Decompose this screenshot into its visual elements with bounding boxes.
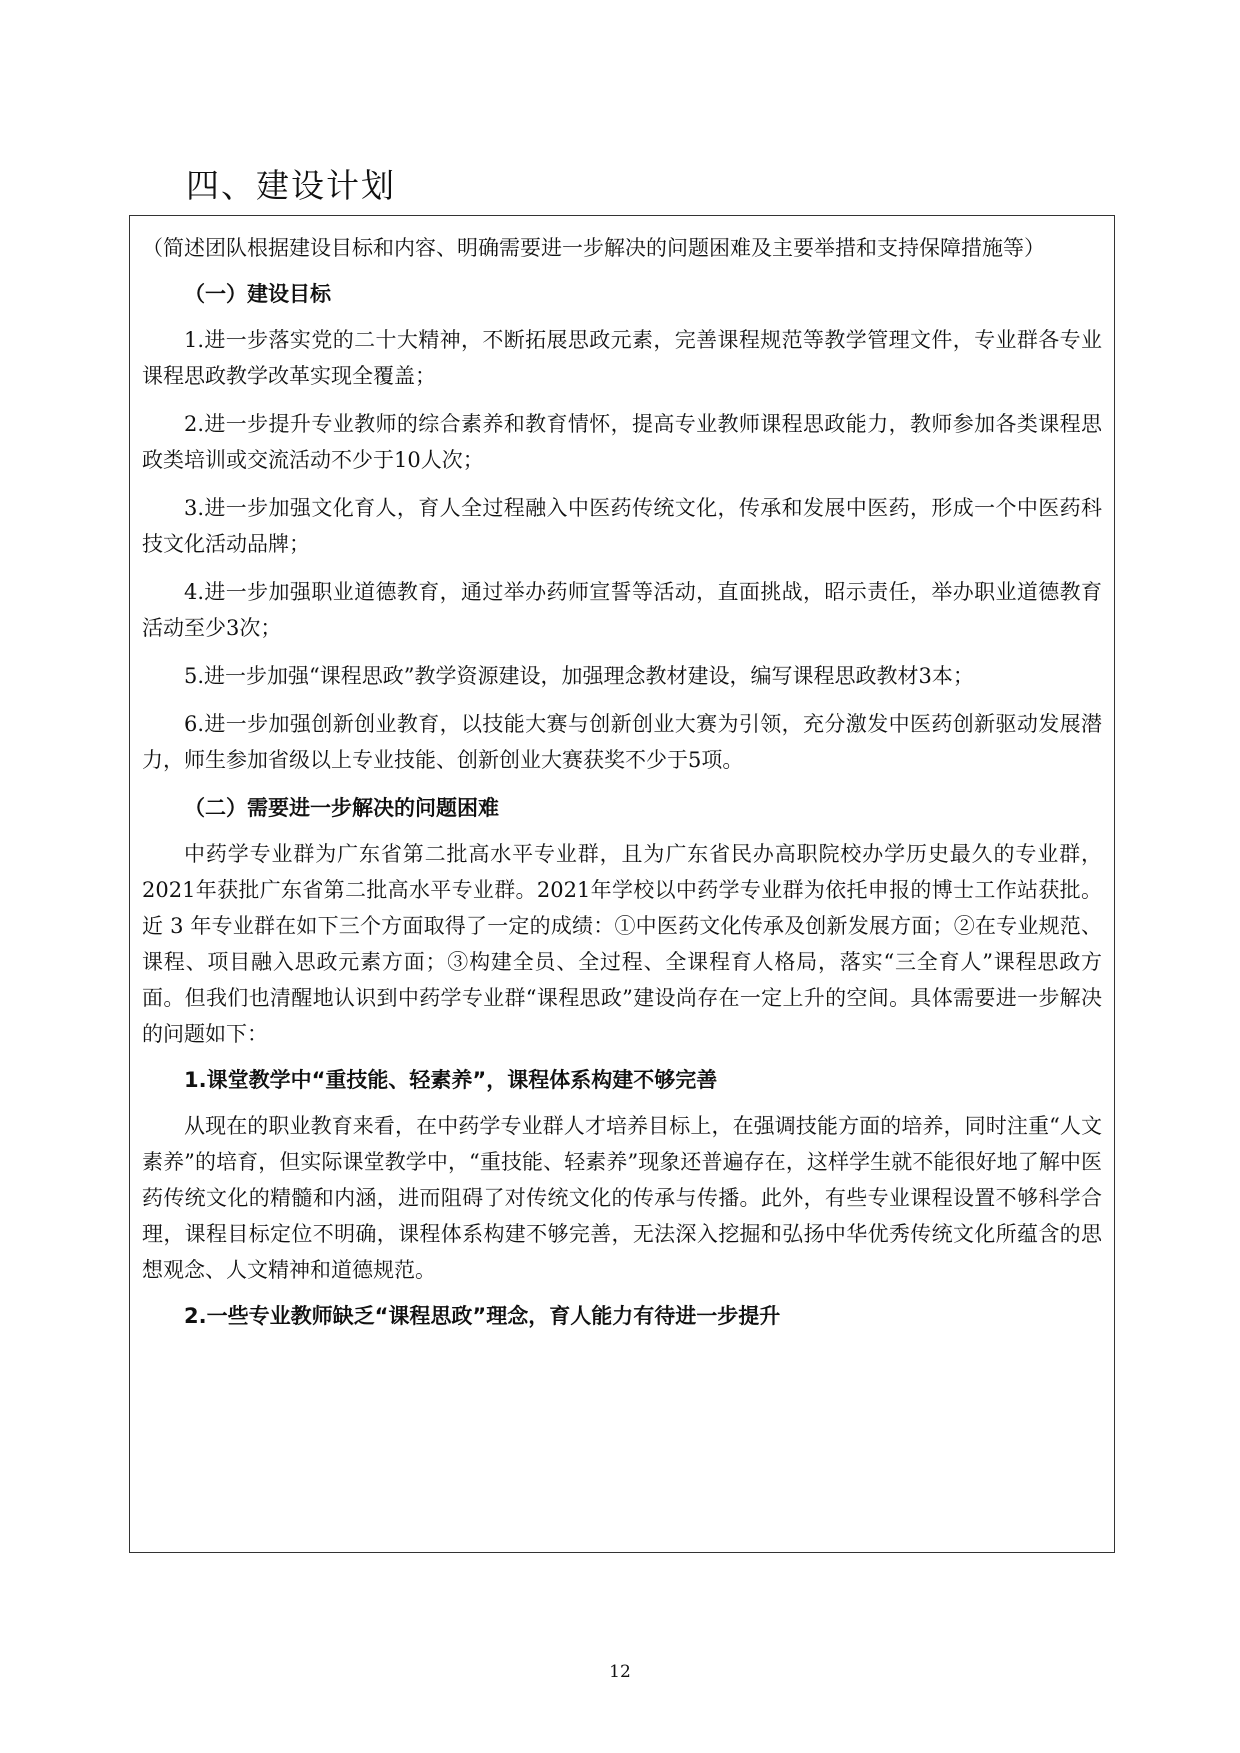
issue-1-text: 从现在的职业教育来看，在中药学专业群人才培养目标上，在强调技能方面的培养，同时注重“人文素养”的培育，但实际课堂教学中，“重技能、轻素养”现象还普遍存在，这样学生就不能很好地了解中医药传统文化的精髓和内涵，进而阻碍了对传统文化的传承与传播。此外，有些专业课程设置不够科学合理，课程目标定位不明确，课程体系构建不够完善，无法深入挖掘和弘扬中华优秀传统文化所蕴含的思想观念、人文精神和道德规范。: [142, 1114, 1102, 1282]
problems-heading: （二）需要进一步解决的问题困难: [184, 796, 499, 820]
problems-intro: 中药学专业群为广东省第二批高水平专业群，且为广东省民办高职院校办学历史最久的专业群，2021年获批广东省第二批高水平专业群。2021年学校以中药学专业群为依托申报的博士工作站获批。近 3 年专业群在如下三个方面取得了一定的成绩：①中医药文化传承及创新发展方面；②在专业规范、课程、项目融入思政元素方面；③构建全员、全过程、全课程育人格局，落实“三全育人”课程思政方面。但我们也清醒地认识到中药学专业群“课程思政”建设尚存在一定上升的空间。具体需要进一步解决的问题如下：: [142, 842, 1102, 1046]
goals-heading: （一）建设目标: [184, 282, 331, 306]
goal-item-4: 4.进一步加强职业道德教育，通过举办药师宣誓等活动，直面挑战，昭示责任，举办职业道德教育活动至少3次；: [142, 580, 1102, 640]
issue-2-heading: 2.一些专业教师缺乏“课程思政”理念，育人能力有待进一步提升: [184, 1304, 781, 1328]
section-title: 四、建设计划: [186, 166, 396, 205]
instruction-note: （简述团队根据建设目标和内容、明确需要进一步解决的问题困难及主要举措和支持保障措施等）: [142, 236, 1045, 260]
goal-item-1: 1.进一步落实党的二十大精神，不断拓展思政元素，完善课程规范等教学管理文件，专业群各专业课程思政教学改革实现全覆盖；: [142, 328, 1102, 388]
issue-1-heading: 1.课堂教学中“重技能、轻素养”，课程体系构建不够完善: [184, 1068, 718, 1092]
goal-item-3: 3.进一步加强文化育人，育人全过程融入中医药传统文化，传承和发展中医药，形成一个中医药科技文化活动品牌；: [142, 496, 1102, 556]
goal-item-5: 5.进一步加强“课程思政”教学资源建设，加强理念教材建设，编写课程思政教材3本；: [184, 664, 974, 688]
goal-item-6: 6.进一步加强创新创业教育，以技能大赛与创新创业大赛为引领，充分激发中医药创新驱动发展潜力，师生参加省级以上专业技能、创新创业大赛获奖不少于5项。: [142, 712, 1102, 772]
page-number: 12: [609, 1662, 631, 1682]
content-frame: [129, 215, 1115, 1553]
goal-item-2: 2.进一步提升专业教师的综合素养和教育情怀，提高专业教师课程思政能力，教师参加各类课程思政类培训或交流活动不少于10人次；: [142, 412, 1102, 472]
